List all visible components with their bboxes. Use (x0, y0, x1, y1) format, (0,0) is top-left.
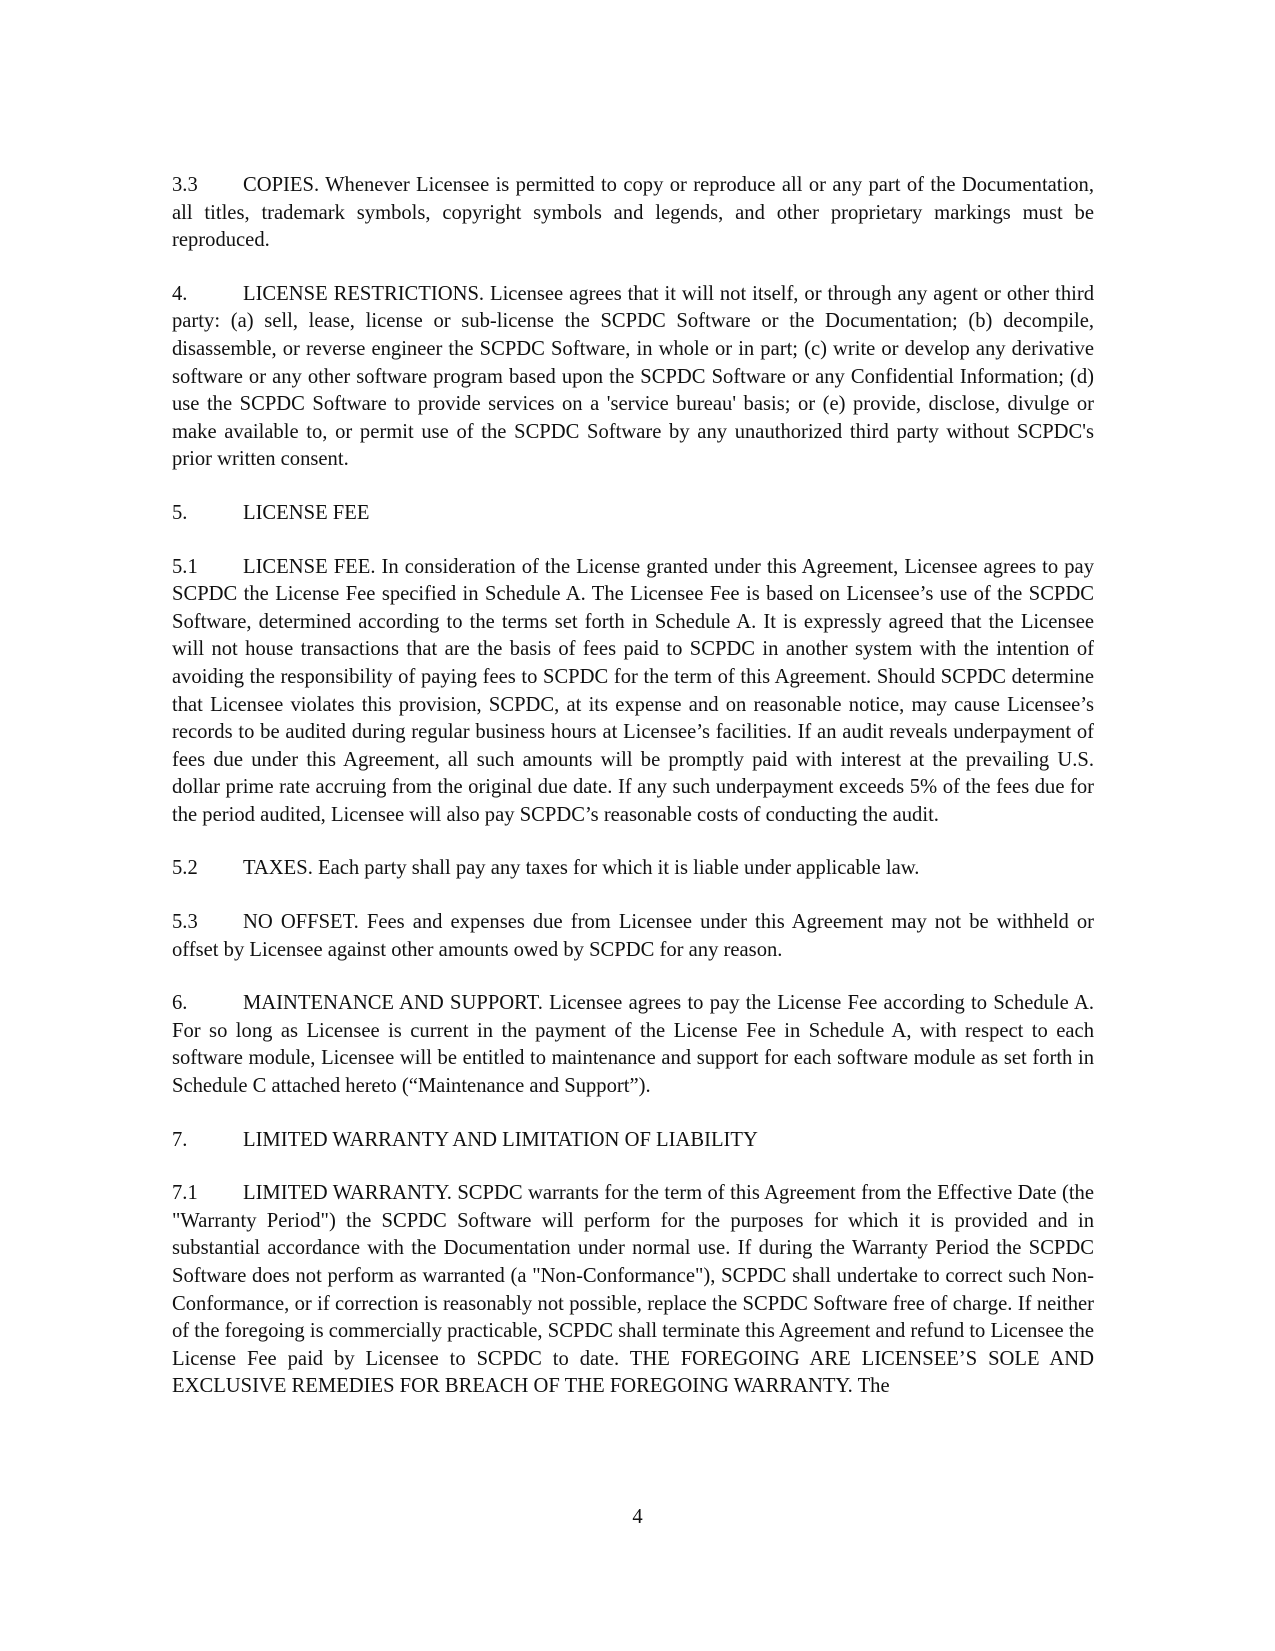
section-number: 7.1 (172, 1182, 198, 1205)
section-text: LICENSE FEE. In consideration of the License granted under this Agreement, Licensee agrees to pay SCPDC the License Fee specified in Schedule A. The Licensee Fee is based on Licensee’s use of the SCPDC Software, determined according to the terms set forth in Schedule A. It is expressly agreed that the Licensee will not house transactions that are the basis of fees paid to SCPDC in another system with the intention of avoiding the responsibility of paying fees to SCPDC for the term of this Agreement. Should SCPDC determine that Licensee violates this provision, SCPDC, at its expense and on reasonable notice, may cause Licensee’s records to be audited during regular business hours at Licensee’s facilities. If an audit reveals underpayment of fees due under this Agreement, all such amounts will be promptly paid with interest at the prevailing U.S. dollar prime rate accruing from the original due date. If any such underpayment exceeds 5% of the fees due for the period audited, Licensee will also pay SCPDC’s reasonable costs of conducting the audit. (172, 555, 1094, 826)
paragraph-5-1 (172, 554, 1094, 830)
paragraph-5-3 (172, 909, 1094, 964)
section-number: 5.1 (172, 555, 198, 578)
section-text: LICENSE RESTRICTIONS. Licensee agrees that it will not itself, or through any agent or other third party: (a) sell, lease, license or sub-license the SCPDC Software or the Documentation; (b) decompile, disassemble, or reverse engineer the SCPDC Software, in whole or in part; (c) write or develop any derivative software or any other software program based upon the SCPDC Software or any Confidential Information; (d) use the SCPDC Software to provide services on a 'service bureau' basis; or (e) provide, disclose, divulge or make available to, or permit use of the SCPDC Software by any unauthorized third party without SCPDC's prior written consent. (172, 282, 1094, 471)
paragraph-6 (172, 990, 1094, 1100)
paragraph-4 (172, 281, 1094, 474)
section-number: 5. (172, 501, 188, 524)
section-heading: LIMITED WARRANTY AND LIMITATION OF LIABILITY (243, 1128, 758, 1151)
section-heading: LICENSE FEE (243, 501, 370, 524)
heading-5 (172, 500, 1094, 528)
section-number: 5.3 (172, 911, 198, 934)
section-number: 4. (172, 282, 188, 305)
page-number: 4 (632, 1506, 643, 1528)
document-page (172, 172, 1094, 1427)
section-number: 5.2 (172, 857, 198, 880)
section-number: 3.3 (172, 174, 198, 196)
section-text: COPIES. Whenever Licensee is permitted to copy or reproduce all or any part of the Documentation, all titles, trademark symbols, copyright symbols and legends, and other proprietary markings must be reproduced. (172, 174, 1094, 252)
section-text: LIMITED WARRANTY. SCPDC warrants for the term of this Agreement from the Effective Date (the "Warranty Period") the SCPDC Software will perform for the purposes for which it is provided and in substantial accordance with the Documentation under normal use. If during the Warranty Period the SCPDC Software does not perform as warranted (a "Non-Conformance"), SCPDC shall undertake to correct such Non-Conformance, or if correction is reasonably not possible, replace the SCPDC Software free of charge. If neither of the foregoing is commercially practicable, SCPDC shall terminate this Agreement and refund to Licensee the License Fee paid by Licensee to SCPDC to date. THE FOREGOING ARE LICENSEE’S SOLE AND EXCLUSIVE REMEDIES FOR BREACH OF THE FOREGOING WARRANTY. The (172, 1182, 1094, 1398)
paragraph-5-2 (172, 855, 1094, 883)
heading-7 (172, 1127, 1094, 1155)
paragraph-3-3 (172, 172, 1094, 255)
section-text: NO OFFSET. Fees and expenses due from Licensee under this Agreement may not be withheld or offset by Licensee against other amounts owed by SCPDC for any reason. (172, 911, 1094, 961)
section-text: MAINTENANCE AND SUPPORT. Licensee agrees to pay the License Fee according to Schedule A. For so long as Licensee is current in the payment of the License Fee in Schedule A, with respect to each software module, Licensee will be entitled to maintenance and support for each software module as set forth in Schedule C attached hereto (“Maintenance and Support”). (172, 992, 1094, 1098)
section-number: 6. (172, 992, 188, 1015)
paragraph-7-1 (172, 1180, 1094, 1401)
section-text: TAXES. Each party shall pay any taxes for which it is liable under applicable law. (243, 857, 920, 880)
section-number: 7. (172, 1128, 188, 1151)
